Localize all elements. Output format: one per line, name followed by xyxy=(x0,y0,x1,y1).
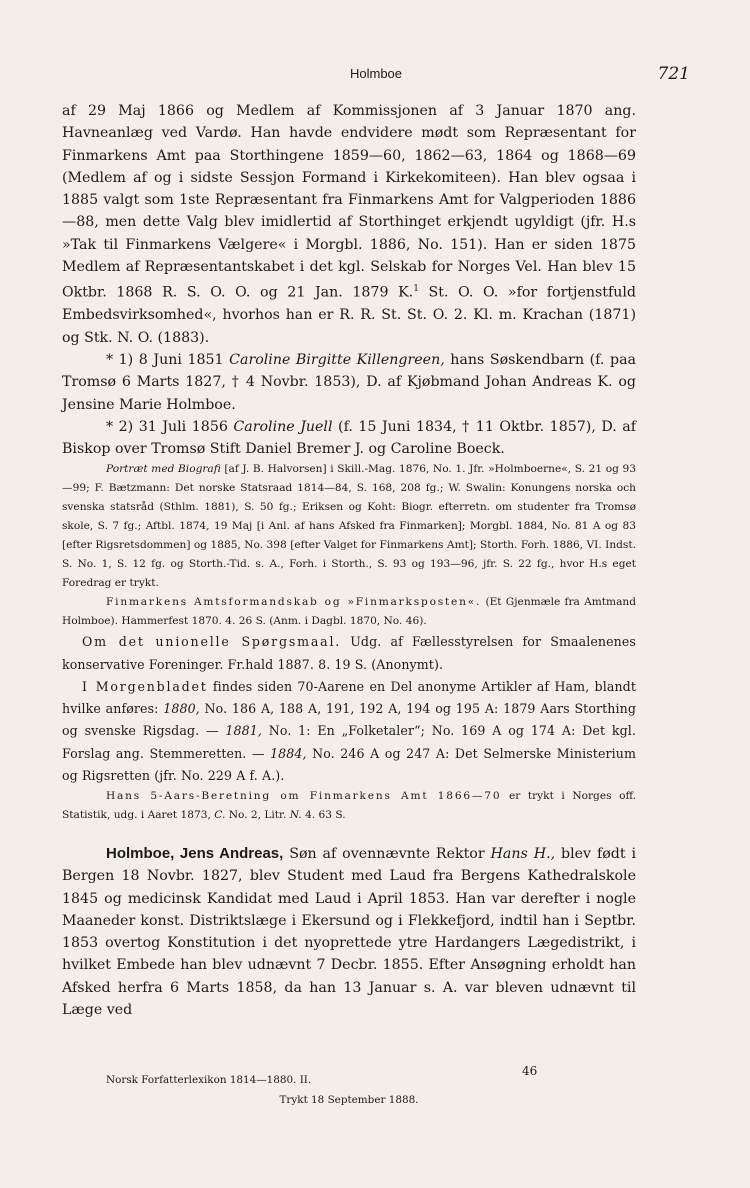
spouse-name-1: Caroline Birgitte Killengreen, xyxy=(229,352,445,368)
work-entry-unionelle: Om det unionelle Spørgsmaal. Udg. af Fællesstyrelsen for Smaalenenes konservative Foreninger. Fr.hald 1887. 8. 19 S. (Anonymt). xyxy=(62,634,636,672)
running-header xyxy=(62,64,690,86)
paragraph-marriage-2: * 2) 31 Juli 1856 Caroline Juell (f. 15 Juni 1834, † 11 Oktbr. 1857), D. af Biskop over Tromsø Stift Daniel Bremer J. og Caroline Boeck. xyxy=(62,418,636,458)
work-entry-beretning: Hans 5-Aars-Beretning om Finmarkens Amt 1866—70 er trykt i Norges off. Statistik, udg. i Aaret 1873, C. No. 2, Litr. N. 4. 63 S. xyxy=(62,789,636,821)
entry-heading: Holmboe, Jens Andreas, xyxy=(106,844,284,862)
running-head-author: Holmboe xyxy=(349,66,403,81)
paragraph-marriage-1: * 1) 8 Juni 1851 Caroline Birgitte Killengreen, hans Søskendbarn (f. paa Tromsø 6 Marts 1827, † 4 Novbr. 1853), D. af Kjøbmand Johan Andreas K. og Jensine Marie Holmboe. xyxy=(62,352,636,413)
signature-mark: 46 xyxy=(522,1064,538,1078)
spouse-name-2: Caroline Juell xyxy=(233,418,333,435)
footnote-mark: 1 xyxy=(413,284,419,295)
paragraph-career: af 29 Maj 1866 og Medlem af Kommissjonen af 3 Januar 1870 ang. Havneanlæg ved Vardø. Han havde endvidere mødt som Repræsentant for Finmarkens Amt paa Storthingene 1859—60, 1862—63, 1864 og 1868—69 (Medlem af og i sidste Sessjon Formand i Kirkekomiteen). Han blev ogsaa i 1885 valgt som 1ste Repræsentant fra Finmarkens Amt for Valgperioden 1886—88, men dette Valg blev imidlertid af Storthinget erkjendt ugyldigt (jfr. H.s »Tak til Finmarkens Vælgere« i Morgbl. 1886, No. 151). Han er siden 1875 Medlem af Repræsentantskabet i det kgl. Selskab for Norges Vel. Han blev 15 Oktbr. 1868 R. S. O. O. og 21 Jan. 1879 K.$^1$ St. O. O. »for fortjenstfuld Embedsvirksomhed«, hvorhos han er R. R. St. St. O. 2. Kl. m. Krachan (1871) og Stk. N. O. (1883). xyxy=(62,103,636,346)
work-entry-amtsformandskab: Finmarkens Amtsformandskab og »Finmarksposten«. (Et Gjenmæle fra Amtmand Holmboe). Hammerfest 1870. 4. 26 S. (Anm. i Dagbl. 1870, No. 46). xyxy=(62,596,636,628)
sources-paragraph: Portræt med Biografi [af J. B. Halvorsen] i Skill.-Mag. 1876, No. 1. Jfr. »Holmboerne«, S. 21 og 93—99; F. Bætzmann: Det norske Statsraad 1814—84, S. 168, 208 fg.; W. Swalin: Konungens norska och svenska statsråd (Sthlm. 1881), S. 50 fg.; Eriksen og Koht: Biogr. efterretn. om studenter fra Tromsø skole, S. 7 fg.; Aftbl. 1874, 19 Maj [i Anl. af hans Afsked fra Finmarken]; Morgbl. 1884, No. 81 A og 83 [efter Rigsretsdommen] og 1885, No. 398 [efter Valget for Finmarkens Amt]; Storth. Forh. 1886, VI. Indst. S. No. 1, S. 12 fg. og Storth.-Tid. s. A., Forh. i Storth., S. 93 og 193—96, jfr. S. 22 fg., hvor H.s eget Foredrag er trykt. xyxy=(62,463,636,590)
footer-imprint: Norsk Forfatterlexikon 1814—1880. II. xyxy=(106,1074,312,1086)
biography-jens-andreas: Holmboe, Jens Andreas, Søn af ovennævnte Rektor Hans H., blev født i Bergen 18 Novbr. 1827, blev Student med Laud fra Bergens Kathedralskole 1845 og medicinsk Kandidat med Laud i April 1853. Han var derefter i nogle Maaneder konst. Distriktslæge i Ekersund og i Flekkefjord, indtil han i Septbr. 1853 overtog Konstitution i det nyoprettede ytre Hardangers Lægedistrikt, i hvilket Embede han blev udnævnt 7 Decbr. 1855. Efter Ansøgning erholdt han Afsked herfra 6 Marts 1858, da han 13 Januar s. A. var bleven udnævnt til Læge ved xyxy=(62,844,636,1018)
body-text xyxy=(62,100,636,1021)
page-number: 721 xyxy=(657,64,690,84)
print-date: Trykt 18 September 1888. xyxy=(279,1094,419,1106)
work-entry-morgenbladet: I Morgenbladet findes siden 70-Aarene en Del anonyme Artikler af Ham, blandt hvilke anføres: 1880, No. 186 A, 188 A, 191, 192 A, 194 og 195 A: 1879 Aars Storthing og svenske Rigsdag. — 1881, No. 1: En „Folketaler“; No. 169 A og 174 A: Det kgl. Forslag ang. Stemmeretten. — 1884, No. 246 A og 247 A: Det Selmerske Ministerium og Rigsretten (jfr. No. 229 A f. A.). xyxy=(62,678,637,783)
